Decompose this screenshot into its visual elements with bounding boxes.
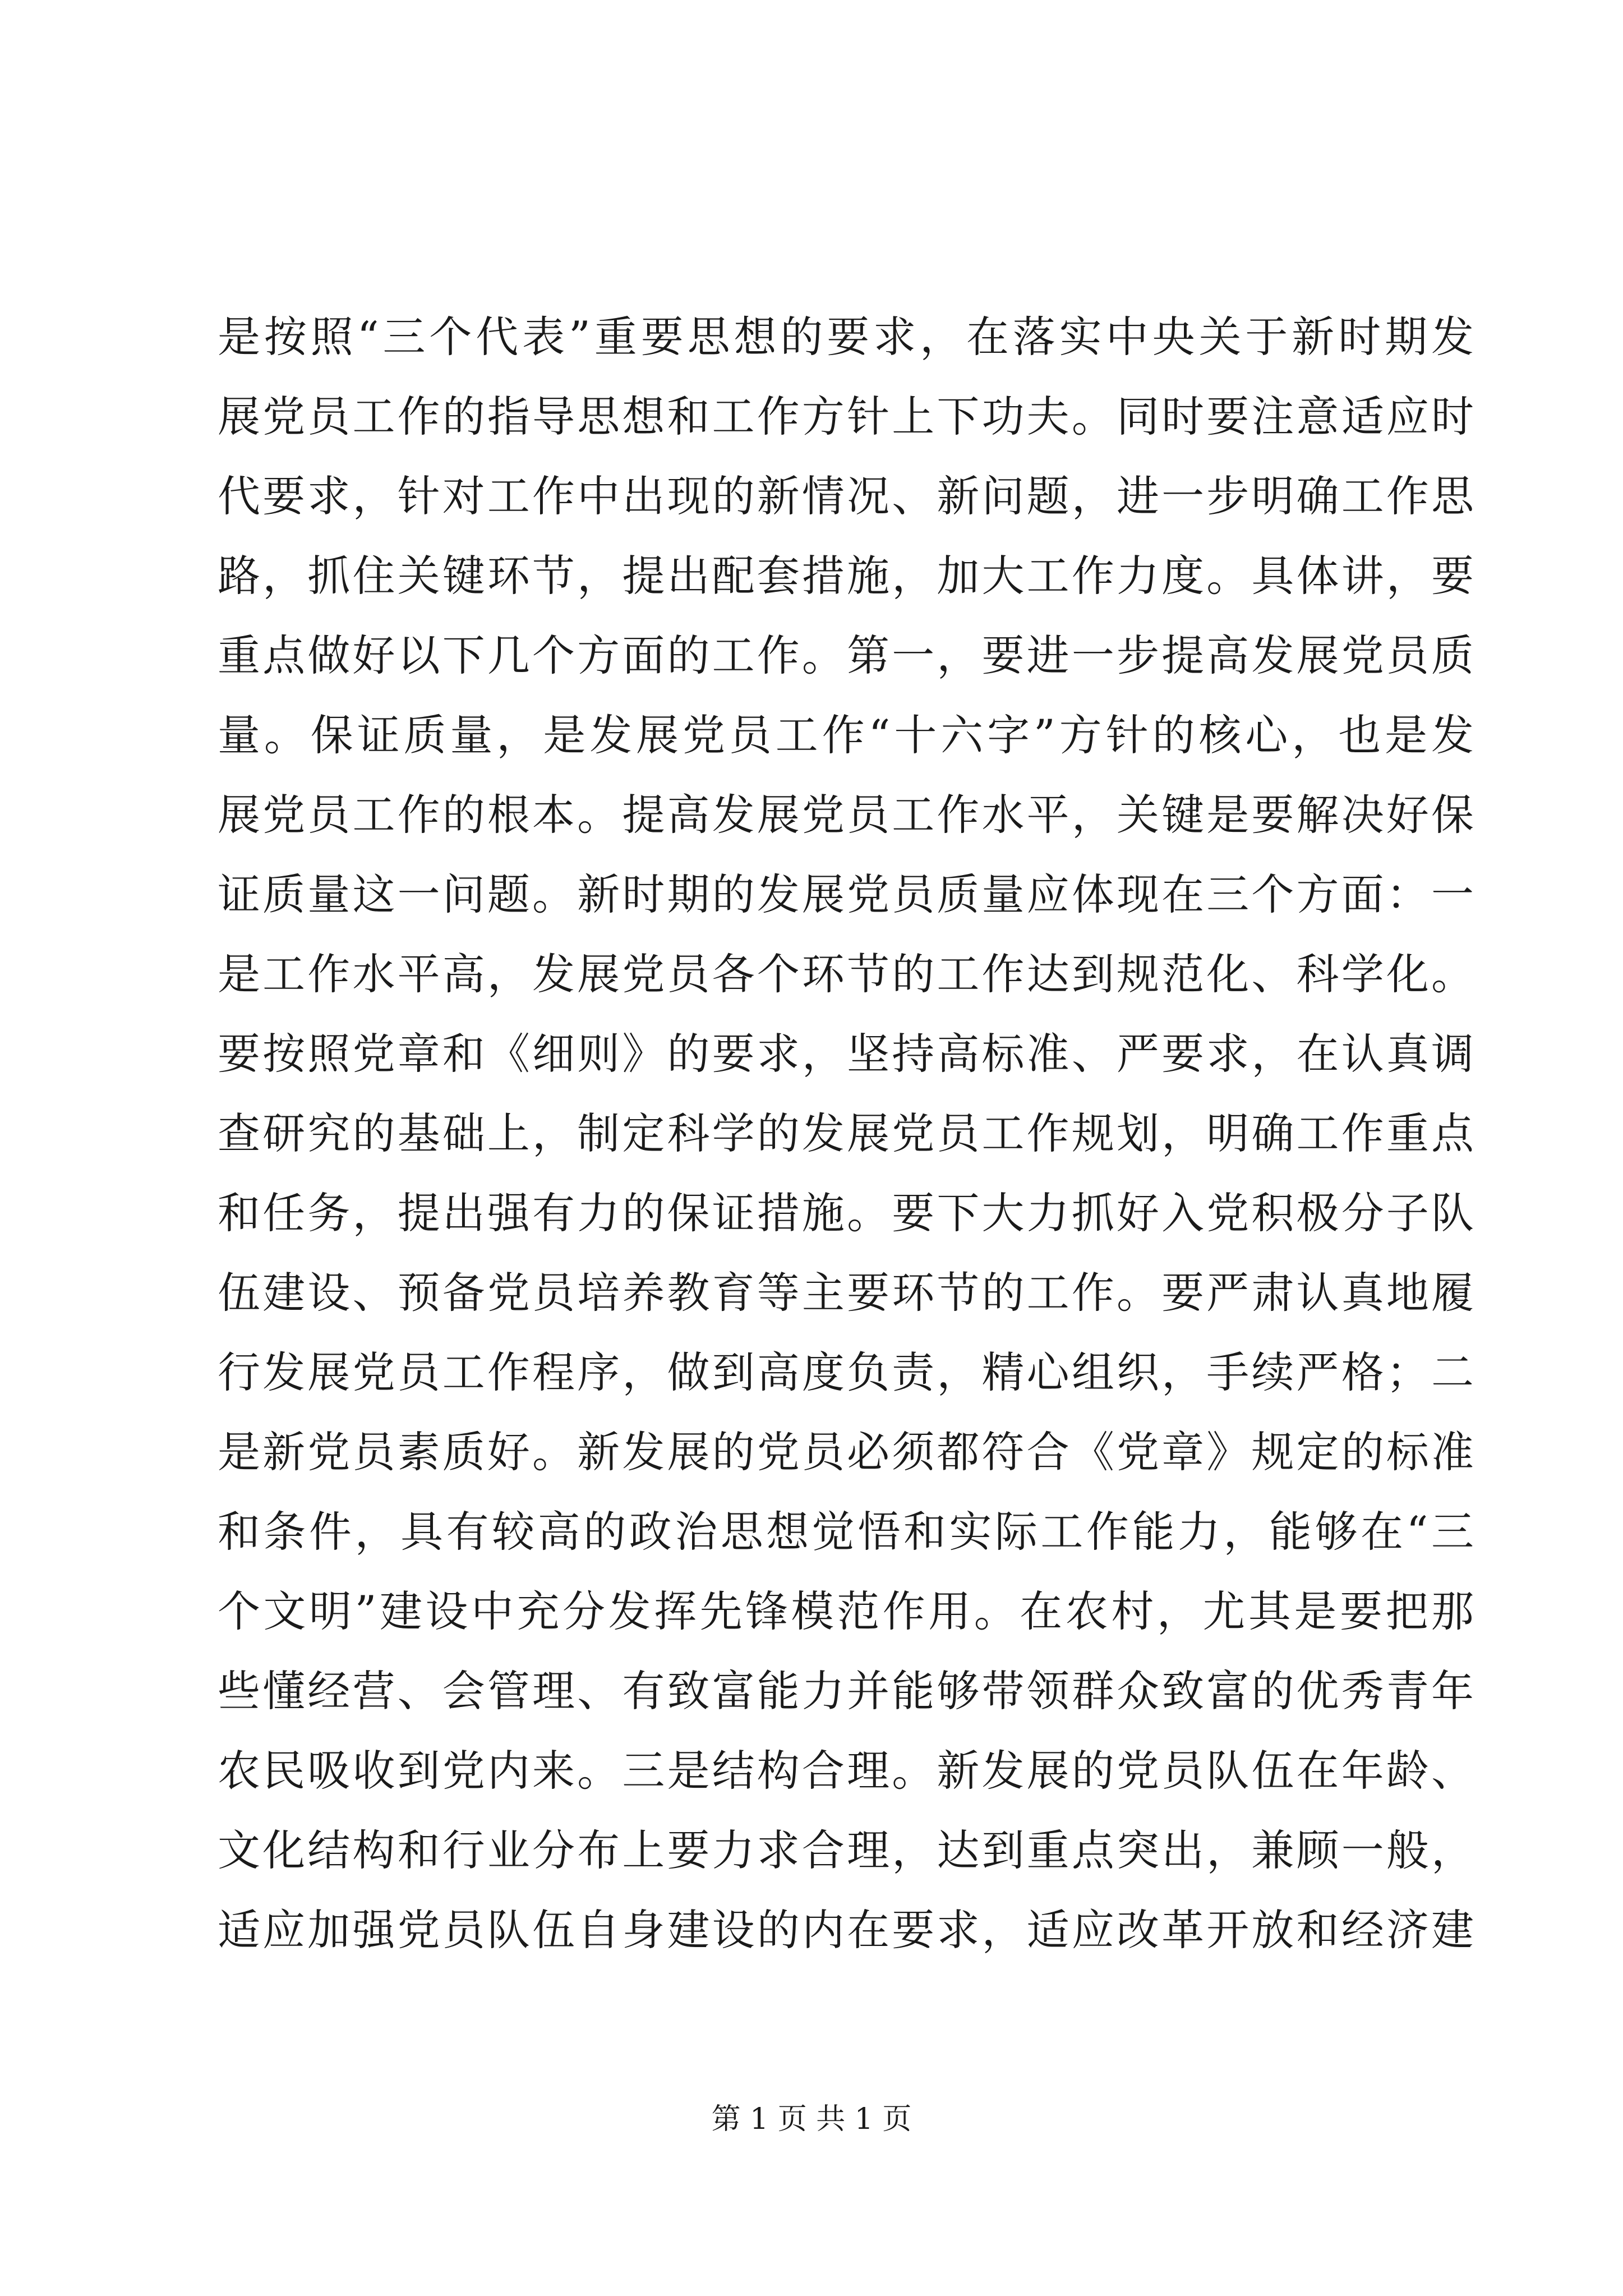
text-line: 是工作水平高，发展党员各个环节的工作达到规范化、科学化。: [218, 949, 1474, 999]
text-line: 农民吸收到党内来。三是结构合理。新发展的党员队伍在年龄、: [218, 1746, 1474, 1796]
text-line: 路，抓住关键环节，提出配套措施，加大工作力度。具体讲，要: [218, 551, 1474, 601]
text-line: 重点做好以下几个方面的工作。第一，要进一步提高发展党员质: [218, 631, 1474, 680]
text-line: 查研究的基础上，制定科学的发展党员工作规划，明确工作重点: [218, 1108, 1474, 1158]
text-line: 是按照“三个代表”重要思想的要求，在落实中央关于新时期发: [218, 312, 1474, 362]
text-line: 伍建设、预备党员培养教育等主要环节的工作。要严肃认真地履: [218, 1268, 1474, 1318]
text-line: 个文明”建设中充分发挥先锋模范作用。在农村，尤其是要把那: [218, 1586, 1474, 1636]
text-line: 和条件，具有较高的政治思想觉悟和实际工作能力，能够在“三: [218, 1507, 1474, 1557]
text-line: 行发展党员工作程序，做到高度负责，精心组织，手续严格；二: [218, 1347, 1474, 1397]
text-line: 展党员工作的根本。提高发展党员工作水平，关键是要解决好保: [218, 790, 1474, 840]
page-number-label: 第 1 页 共 1 页: [711, 2102, 912, 2136]
body-paragraph: [218, 297, 1474, 1970]
page-footer: [0, 2097, 1623, 2142]
text-line: 展党员工作的指导思想和工作方针上下功夫。同时要注意适应时: [218, 392, 1474, 441]
text-line: 证质量这一问题。新时期的发展党员质量应体现在三个方面：一: [218, 869, 1474, 919]
text-line: 文化结构和行业分布上要力求合理，达到重点突出，兼顾一般，: [218, 1825, 1474, 1875]
text-line: 要按照党章和《细则》的要求，坚持高标准、严要求，在认真调: [218, 1029, 1474, 1079]
text-line: 代要求，针对工作中出现的新情况、新问题，进一步明确工作思: [218, 471, 1474, 521]
text-line: 和任务，提出强有力的保证措施。要下大力抓好入党积极分子队: [218, 1188, 1474, 1238]
text-line: 些懂经营、会管理、有致富能力并能够带领群众致富的优秀青年: [218, 1666, 1474, 1716]
text-line: 量。保证质量，是发展党员工作“十六字”方针的核心，也是发: [218, 710, 1474, 760]
text-line: 适应加强党员队伍自身建设的内在要求，适应改革开放和经济建: [218, 1905, 1474, 1955]
text-line: 是新党员素质好。新发展的党员必须都符合《党章》规定的标准: [218, 1427, 1474, 1477]
